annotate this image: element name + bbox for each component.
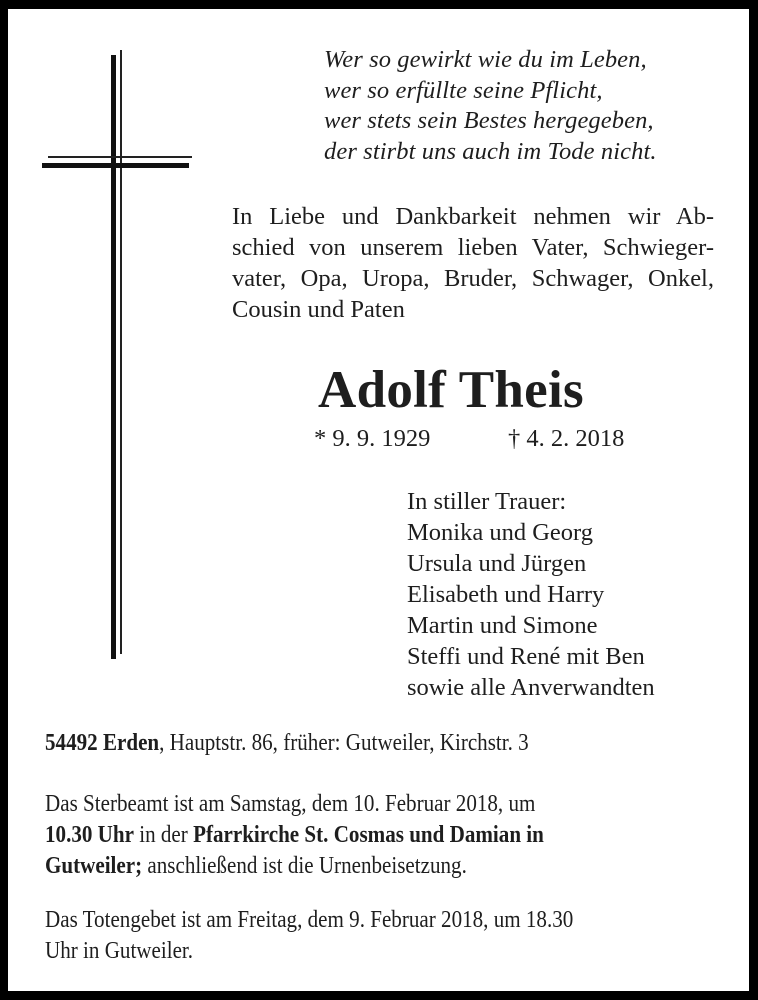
family-address [45,727,529,758]
service-text: anschließend ist die Urnenbeisetzung. [142,852,467,879]
farewell-text [232,201,714,325]
service-line [45,850,544,881]
service-place: Gutweiler; [45,852,143,879]
verse-line: der stirbt uns auch im Tode nicht. [324,137,657,165]
funeral-mass-info [45,788,544,881]
deceased-name: Adolf Theis [318,361,584,419]
farewell-line: Cousin und Paten [232,296,405,323]
service-line: Das Sterbeamt ist am Samstag, dem 10. Februar 2018, um [45,790,536,817]
service-line [45,819,544,850]
verse-line: wer stets sein Bestes hergegeben, [324,107,654,134]
service-time: 10.30 Uhr [45,821,134,848]
cross-horizontal-line [48,156,192,158]
verse-line: Wer so gewirkt wie du im Leben, [324,46,647,73]
mourners-list [407,486,655,703]
mourner: Martin und Simone [407,612,598,639]
birth-date: * 9. 9. 1929 [314,425,431,452]
death-date: † 4. 2. 2018 [508,425,625,452]
mourner: Monika und Georg [407,519,593,546]
cross-horizontal-beam [42,163,189,168]
address-detail: , Hauptstr. 86, früher: Gutweiler, Kirchstr. 3 [159,729,529,756]
prayer-line: Uhr in Gutweiler. [45,937,194,964]
farewell-line: schied von unserem lieben Vater, Schwieger- [232,234,714,261]
service-church: Pfarrkirche St. Cosmas und Damian in [193,821,544,848]
prayer-service-info [45,904,573,966]
mourner: Steffi und René mit Ben [407,643,645,670]
address-town: 54492 Erden [45,729,160,756]
mourner: sowie alle Anverwandten [407,674,655,701]
mourner: Ursula und Jürgen [407,550,587,577]
life-dates [314,424,625,454]
verse-line: wer so erfüllte seine Pflicht, [324,76,603,104]
service-text: in der [133,821,194,848]
farewell-line: In Liebe und Dankbarkeit nehmen wir Ab- [232,203,714,230]
farewell-line: vater, Opa, Uropa, Bruder, Schwager, Onkel, [232,265,714,292]
prayer-line: Das Totengebet ist am Freitag, dem 9. Februar 2018, um 18.30 [45,906,574,933]
mourners-heading: In stiller Trauer: [407,488,567,515]
cross-vertical-beam [111,55,116,659]
cross-vertical-line [120,50,122,654]
mourner: Elisabeth und Harry [407,581,605,608]
memorial-verse [324,45,657,167]
